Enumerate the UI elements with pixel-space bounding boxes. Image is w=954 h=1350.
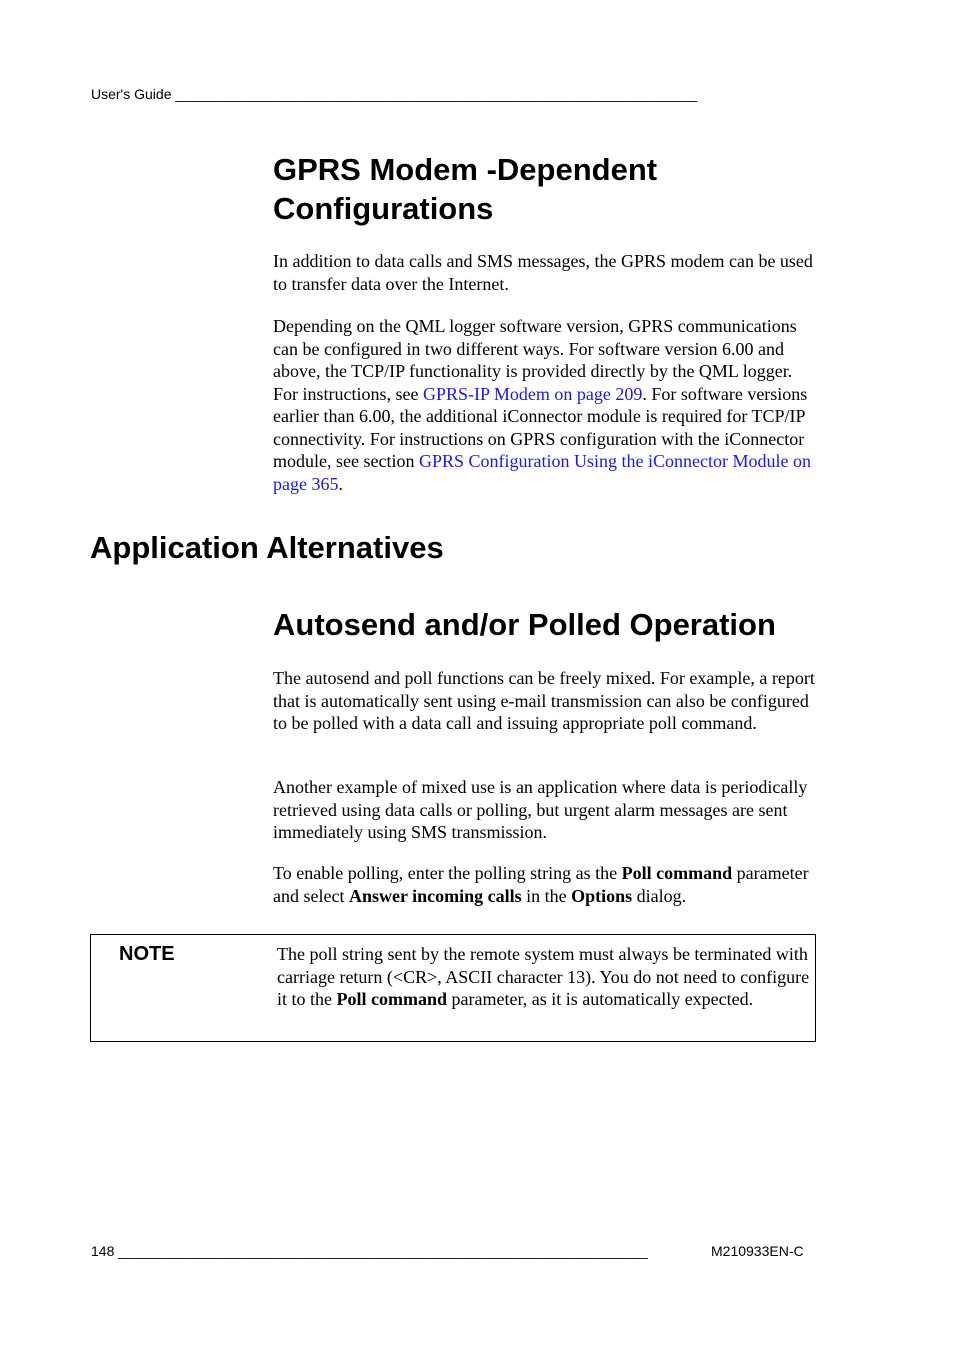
heading-autosend-polled-operation: Autosend and/or Polled Operation (273, 607, 776, 642)
gprs-versions-paragraph (273, 315, 821, 495)
enable-polling-text-a: To enable polling, enter the polling string as the (273, 863, 622, 883)
link-gprs-iconnector-configuration[interactable]: GPRS Configuration Using the iConnector Module on page 365 (273, 451, 811, 494)
note-box (90, 934, 816, 1042)
mixed-use-paragraph: Another example of mixed use is an application where data is periodically retrieved using data calls or polling, but urgent alarm messages are sent immediately using SMS transmission. (273, 777, 808, 842)
note-term-poll-command: Poll command (336, 989, 447, 1009)
term-answer-incoming-calls: Answer incoming calls (348, 885, 522, 906)
gprs-intro-paragraph: In addition to data calls and SMS messages, the GPRS modem can be used to transfer data over the Internet. (273, 251, 813, 294)
note-text-c: parameter, as it is automatically expected. (447, 989, 754, 1009)
running-header: User's Guide ___________________________________________________________________ (91, 86, 698, 102)
note-label: NOTE (119, 943, 175, 965)
footer-page-number: 148 ____________________________________________________________________ (91, 1243, 648, 1259)
enable-polling-paragraph (273, 862, 821, 907)
link-gprs-ip-modem[interactable]: GPRS-IP Modem on page 209 (423, 383, 643, 404)
heading-application-alternatives: Application Alternatives (90, 530, 444, 565)
autosend-mix-paragraph: The autosend and poll functions can be freely mixed. For example, a report that is automatically sent using e-mail transmission can also be configured to be polled with a data call and issuing appropriate poll command. (273, 668, 815, 733)
term-options: Options (571, 885, 633, 906)
gprs-versions-text-b: . For software versions earlier than 6.00, the additional iConnector module is required for TCP/IP connectivity. For instructions on GPRS configuration with the iConnector module, see section (273, 383, 808, 471)
enable-polling-text-d: in the (521, 885, 572, 906)
term-poll-command: Poll command (621, 863, 733, 883)
gprs-versions-text-c: . (338, 473, 343, 494)
note-text (277, 943, 813, 1011)
heading-gprs-modem-configurations: GPRS Modem -Dependent Configurations (273, 152, 658, 226)
note-text-a: The poll string sent by the remote system must always be terminated with carriage return (<CR>, ASCII character 13). You do not need to configure it to the (277, 944, 810, 1009)
enable-polling-text-c: parameter and select (273, 863, 809, 906)
footer-doc-code: M210933EN-C (711, 1243, 804, 1259)
enable-polling-text-e: dialog. (632, 885, 687, 906)
gprs-versions-text-a: Depending on the QML logger software version, GPRS communications can be configured in two different ways. For software version 6.00 and above, the TCP/IP functionality is provided directly by the QML logger. For instructions, see (273, 316, 797, 404)
